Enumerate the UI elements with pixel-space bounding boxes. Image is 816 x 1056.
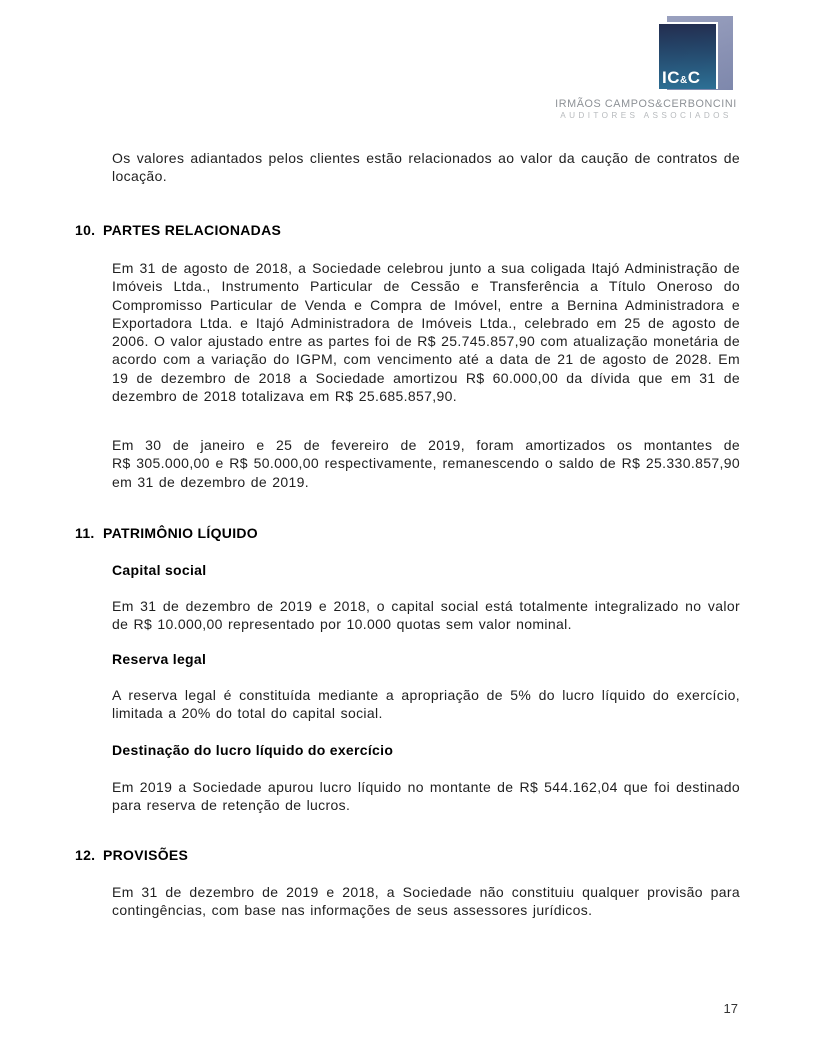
section-heading-patrimonio-liquido <box>75 525 258 541</box>
section-number: 11. <box>75 525 95 541</box>
section-number: 10. <box>75 222 96 238</box>
section-heading-partes-relacionadas <box>75 222 281 238</box>
logo-squares <box>659 16 733 94</box>
paragraph-destinacao-lucro: Em 2019 a Sociedade apurou lucro líquido no montante de R$ 544.162,04 que foi destinado para reserva de retenção de lucros. <box>112 779 740 814</box>
section-title: PARTES RELACIONADAS <box>103 222 282 238</box>
subheading-capital-social: Capital social <box>112 562 207 578</box>
section-number: 12. <box>75 847 96 863</box>
paragraph-provisoes: Em 31 de dezembro de 2019 e 2018, a Sociedade não constituiu qualquer provisão para contingências, com base nas informações de seus assessores jurídicos. <box>112 884 740 919</box>
paragraph-related-parties-1: Em 31 de agosto de 2018, a Sociedade celebrou junto a sua coligada Itajó Administração de Imóveis Ltda., Instrumento Particular de Cessão e Transferência a Título Oneroso do Compromisso Particular de Venda e Compra de Imóvel, entre a Bernina Administradora e Exportadora Ltda. e Itajó Administradora de Imóveis Ltda., celebrado em 25 de agosto de 2006. O valor ajustado entre as partes foi de R$ 25.745.857,90 com atualização monetária de acordo com a variação do IGPM, com vencimento até a data de 21 de agosto de 2028. Em 19 de dezembro de 2018 a Sociedade amortizou R$ 60.000,00 da dívida que em 31 de dezembro de 2018 totalizava em R$ 25.685.857,90. <box>112 260 740 405</box>
firm-logo <box>551 16 741 120</box>
logo-monogram-ic: IC <box>662 68 680 87</box>
paragraph-capital-social: Em 31 de dezembro de 2019 e 2018, o capital social está totalmente integralizado no valor de R$ 10.000,00 representado por 10.000 quotas sem valor nominal. <box>112 598 740 633</box>
firm-subtitle: AUDITORES ASSOCIADOS <box>560 111 732 120</box>
paragraph-related-parties-2: Em 30 de janeiro e 25 de fevereiro de 2019, foram amortizados os montantes de R$ 305.000,00 e R$ 50.000,00 respectivamente, remanescendo o saldo de R$ 25.330.857,90 em 31 de dezembro de 2019. <box>112 437 740 490</box>
section-heading-provisoes <box>75 847 188 863</box>
logo-monogram-ampersand: & <box>680 75 688 86</box>
subheading-reserva-legal: Reserva legal <box>112 651 207 667</box>
paragraph-advances-from-clients: Os valores adiantados pelos clientes estão relacionados ao valor da caução de contratos de locação. <box>112 150 740 185</box>
logo-monogram-c: C <box>687 68 701 87</box>
logo-monogram <box>662 69 701 86</box>
page-number: 17 <box>723 1001 738 1016</box>
subheading-destinacao-lucro: Destinação do lucro líquido do exercício <box>112 742 394 758</box>
section-title: PATRIMÔNIO LÍQUIDO <box>103 525 258 541</box>
paragraph-reserva-legal: A reserva legal é constituída mediante a apropriação de 5% do lucro líquido do exercício, limitada a 20% do total do capital social. <box>112 687 740 722</box>
section-title: PROVISÕES <box>103 847 189 863</box>
firm-name: IRMÃOS CAMPOS&CERBONCINI <box>555 98 737 110</box>
logo-front-square <box>659 22 718 89</box>
